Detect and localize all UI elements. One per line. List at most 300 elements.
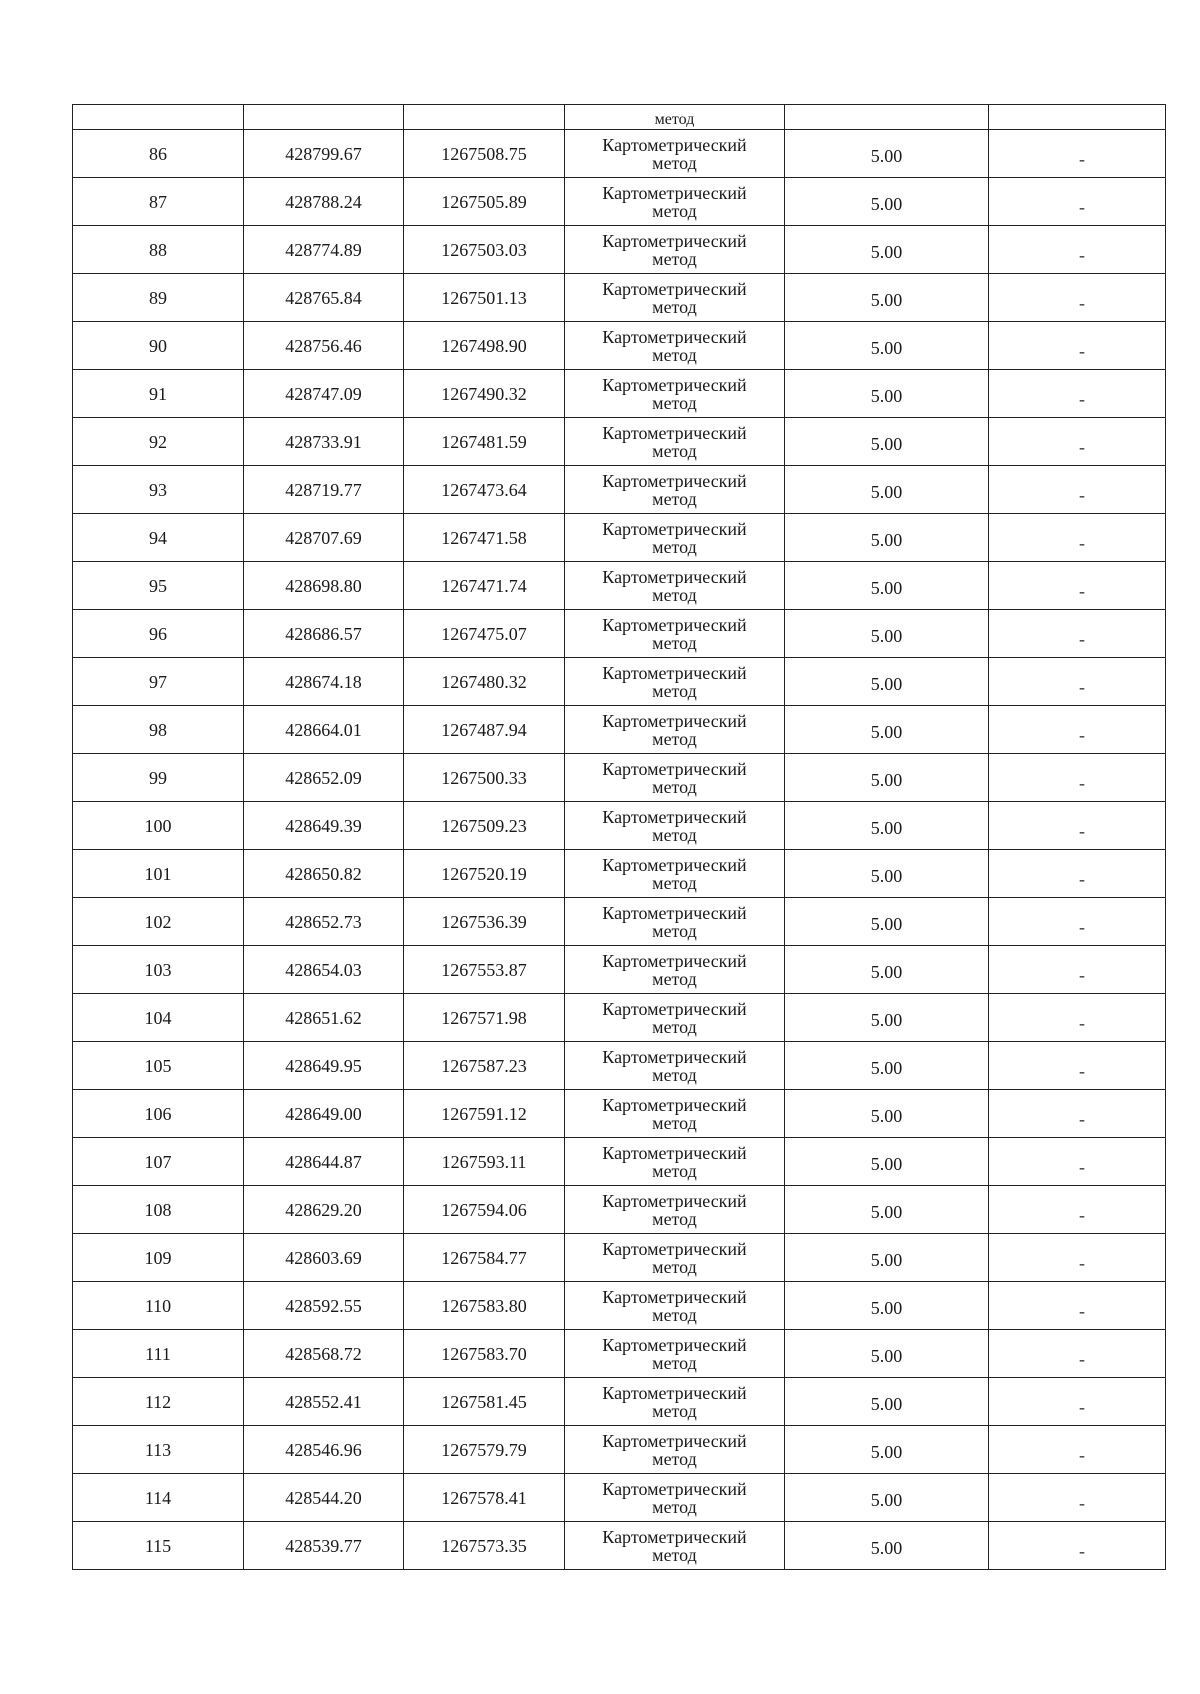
- cell-y: 1267573.35: [404, 1522, 565, 1570]
- method-line-2: метод: [652, 776, 697, 797]
- method-line-2: метод: [652, 152, 697, 173]
- cell-method: [565, 1282, 785, 1330]
- cell-note: [989, 514, 1166, 562]
- cell-method: [565, 850, 785, 898]
- method-line-1: Картометрический: [602, 1382, 747, 1403]
- cell-x: 428654.03: [244, 946, 404, 994]
- cell-method: [565, 1138, 785, 1186]
- cell-note: [989, 1378, 1166, 1426]
- method-line-2: метод: [652, 1016, 697, 1037]
- method-line-2: метод: [652, 1160, 697, 1181]
- cell-point-number: 110: [73, 1282, 244, 1330]
- cell-note: [989, 706, 1166, 754]
- cell-x: 428651.62: [244, 994, 404, 1042]
- accuracy-value: 5.00: [870, 1057, 903, 1078]
- method-line-2: метод: [652, 200, 697, 221]
- cell-point-number: 104: [73, 994, 244, 1042]
- cell-y: 1267475.07: [404, 610, 565, 658]
- cell-x: 428544.20: [244, 1474, 404, 1522]
- cell-y: 1267587.23: [404, 1042, 565, 1090]
- method-line-1: Картометрический: [602, 278, 747, 299]
- cell-x: 428629.20: [244, 1186, 404, 1234]
- note-value: -: [1079, 772, 1085, 793]
- cell-point-number: 98: [73, 706, 244, 754]
- cell-point-number: 111: [73, 1330, 244, 1378]
- cell-y: 1267500.33: [404, 754, 565, 802]
- cell-accuracy: [785, 898, 989, 946]
- cell-accuracy: [785, 226, 989, 274]
- cell-accuracy: [785, 105, 989, 130]
- accuracy-value: 5.00: [870, 1201, 903, 1222]
- cell-point-number: 102: [73, 898, 244, 946]
- cell-note: [989, 105, 1166, 130]
- cell-accuracy: [785, 466, 989, 514]
- cell-method: [565, 1426, 785, 1474]
- cell-x: 428546.96: [244, 1426, 404, 1474]
- table-row: [73, 658, 1166, 706]
- cell-point-number: 90: [73, 322, 244, 370]
- cell-x: 428756.46: [244, 322, 404, 370]
- table-row: [73, 1282, 1166, 1330]
- cell-accuracy: [785, 610, 989, 658]
- method-line-1: Картометрический: [602, 182, 747, 203]
- table-row: [73, 994, 1166, 1042]
- cell-accuracy: [785, 1330, 989, 1378]
- note-value: -: [1079, 436, 1085, 457]
- method-line-2: метод: [652, 392, 697, 413]
- cell-accuracy: [785, 370, 989, 418]
- cell-note: [989, 1474, 1166, 1522]
- cell-y: 1267473.64: [404, 466, 565, 514]
- cell-x: 428664.01: [244, 706, 404, 754]
- cell-accuracy: [785, 1282, 989, 1330]
- method-line-2: метод: [652, 440, 697, 461]
- cell-method: [565, 1090, 785, 1138]
- method-line-1: Картометрический: [602, 950, 747, 971]
- cell-x: 428650.82: [244, 850, 404, 898]
- cell-note: [989, 418, 1166, 466]
- cell-y: 1267509.23: [404, 802, 565, 850]
- table-row: [73, 562, 1166, 610]
- cell-point-number: 92: [73, 418, 244, 466]
- cell-method: [565, 1330, 785, 1378]
- method-line-2: метод: [652, 1112, 697, 1133]
- cell-accuracy: [785, 1234, 989, 1282]
- cell-note: [989, 178, 1166, 226]
- method-line-1: Картометрический: [602, 1526, 747, 1547]
- cell-method: [565, 418, 785, 466]
- cell-y: 1267505.89: [404, 178, 565, 226]
- cell-point-number: 93: [73, 466, 244, 514]
- cell-accuracy: [785, 946, 989, 994]
- method-line-1: Картометрический: [602, 374, 747, 395]
- cell-accuracy: [785, 130, 989, 178]
- cell-method: [565, 1234, 785, 1282]
- method-line-2: метод: [652, 1496, 697, 1517]
- cell-note: [989, 322, 1166, 370]
- cell-point-number: 101: [73, 850, 244, 898]
- table-row: [73, 898, 1166, 946]
- table-row: [73, 178, 1166, 226]
- method-line-2: метод: [652, 1208, 697, 1229]
- cell-point-number: 87: [73, 178, 244, 226]
- method-line-2: метод: [652, 728, 697, 749]
- cell-y: 1267579.79: [404, 1426, 565, 1474]
- method-line-1: Картометрический: [602, 1238, 747, 1259]
- cell-point-number: 105: [73, 1042, 244, 1090]
- accuracy-value: 5.00: [870, 529, 903, 550]
- accuracy-value: 5.00: [870, 913, 903, 934]
- cell-x: 428568.72: [244, 1330, 404, 1378]
- table-row: [73, 610, 1166, 658]
- cell-x: 428698.80: [244, 562, 404, 610]
- cell-accuracy: [785, 418, 989, 466]
- method-line-2: метод: [652, 344, 697, 365]
- cell-x: 428649.39: [244, 802, 404, 850]
- cell-x: 428649.00: [244, 1090, 404, 1138]
- note-value: -: [1079, 1540, 1085, 1561]
- note-value: -: [1079, 484, 1085, 505]
- table-row: [73, 1426, 1166, 1474]
- cell-accuracy: [785, 1042, 989, 1090]
- accuracy-value: 5.00: [870, 337, 903, 358]
- note-value: -: [1079, 916, 1085, 937]
- cell-method: [565, 754, 785, 802]
- note-value: -: [1079, 676, 1085, 697]
- method-line-2: метод: [652, 1304, 697, 1325]
- note-value: -: [1079, 1300, 1085, 1321]
- cell-accuracy: [785, 322, 989, 370]
- table-row: [73, 370, 1166, 418]
- cell-x: 428788.24: [244, 178, 404, 226]
- cell-method: [565, 322, 785, 370]
- method-line-2: метод: [652, 1352, 697, 1373]
- table-row: [73, 274, 1166, 322]
- cell-note: [989, 946, 1166, 994]
- cell-x: 428644.87: [244, 1138, 404, 1186]
- note-value: -: [1079, 244, 1085, 265]
- method-line-2: метод: [652, 584, 697, 605]
- cell-x: 428747.09: [244, 370, 404, 418]
- table-row: [73, 1330, 1166, 1378]
- table-row: [73, 754, 1166, 802]
- cell-note: [989, 1042, 1166, 1090]
- cell-x: 428799.67: [244, 130, 404, 178]
- cell-note: [989, 658, 1166, 706]
- note-value: -: [1079, 1108, 1085, 1129]
- table-row: [73, 322, 1166, 370]
- cell-note: [989, 274, 1166, 322]
- cell-x: 428774.89: [244, 226, 404, 274]
- cell-x: 428592.55: [244, 1282, 404, 1330]
- cell-accuracy: [785, 1474, 989, 1522]
- table-row: [73, 802, 1166, 850]
- cell-method: [565, 946, 785, 994]
- cell-point-number: 107: [73, 1138, 244, 1186]
- cell-method: [565, 994, 785, 1042]
- cell-note: [989, 1522, 1166, 1570]
- table-row: [73, 418, 1166, 466]
- method-line-1: Картометрический: [602, 614, 747, 635]
- accuracy-value: 5.00: [870, 961, 903, 982]
- accuracy-value: 5.00: [870, 1153, 903, 1174]
- method-line-1: Картометрический: [602, 662, 747, 683]
- note-value: -: [1079, 580, 1085, 601]
- cell-method: [565, 1474, 785, 1522]
- cell-point-number: 86: [73, 130, 244, 178]
- cell-accuracy: [785, 562, 989, 610]
- cell-accuracy: [785, 514, 989, 562]
- cell-y: 1267571.98: [404, 994, 565, 1042]
- cell-point-number: 88: [73, 226, 244, 274]
- accuracy-value: 5.00: [870, 385, 903, 406]
- cell-note: [989, 1330, 1166, 1378]
- table-row: [73, 1378, 1166, 1426]
- method-line-1: Картометрический: [602, 758, 747, 779]
- table-row: [73, 1522, 1166, 1570]
- note-value: -: [1079, 1060, 1085, 1081]
- method-line-1: Картометрический: [602, 902, 747, 923]
- accuracy-value: 5.00: [870, 1297, 903, 1318]
- cell-note: [989, 466, 1166, 514]
- cell-note: [989, 754, 1166, 802]
- note-value: -: [1079, 1204, 1085, 1225]
- method-line-1: Картометрический: [602, 710, 747, 731]
- method-line-1: Картометрический: [602, 1478, 747, 1499]
- cell-point-number: 112: [73, 1378, 244, 1426]
- cell-accuracy: [785, 994, 989, 1042]
- method-line-1: Картометрический: [602, 470, 747, 491]
- table-row: [73, 706, 1166, 754]
- cell-accuracy: [785, 1090, 989, 1138]
- cell-x: 428674.18: [244, 658, 404, 706]
- cell-point-number: 103: [73, 946, 244, 994]
- cell-method: [565, 658, 785, 706]
- table-row: [73, 1138, 1166, 1186]
- note-value: -: [1079, 820, 1085, 841]
- cell-x: 428652.73: [244, 898, 404, 946]
- method-line-1: Картометрический: [602, 806, 747, 827]
- cell-method: [565, 1378, 785, 1426]
- cell-y: 1267594.06: [404, 1186, 565, 1234]
- cell-point-number: 115: [73, 1522, 244, 1570]
- cell-method: [565, 1522, 785, 1570]
- note-value: -: [1079, 724, 1085, 745]
- cell-y: 1267471.58: [404, 514, 565, 562]
- cell-accuracy: [785, 802, 989, 850]
- cell-y: 1267593.11: [404, 1138, 565, 1186]
- method-line-1: Картометрический: [602, 998, 747, 1019]
- method-line-2: метод: [652, 968, 697, 989]
- cell-note: [989, 1426, 1166, 1474]
- cell-x: 428719.77: [244, 466, 404, 514]
- note-value: -: [1079, 1396, 1085, 1417]
- table-row: [73, 514, 1166, 562]
- cell-x: 428707.69: [244, 514, 404, 562]
- table-row: [73, 466, 1166, 514]
- accuracy-value: 5.00: [870, 673, 903, 694]
- cell-method: [565, 802, 785, 850]
- cell-y: 1267591.12: [404, 1090, 565, 1138]
- cell-note: [989, 802, 1166, 850]
- accuracy-value: 5.00: [870, 481, 903, 502]
- cell-point-number: 109: [73, 1234, 244, 1282]
- cell-y: 1267578.41: [404, 1474, 565, 1522]
- accuracy-value: 5.00: [870, 1105, 903, 1126]
- accuracy-value: 5.00: [870, 577, 903, 598]
- cell-x: 428603.69: [244, 1234, 404, 1282]
- cell-note: [989, 562, 1166, 610]
- cell-point-number: 97: [73, 658, 244, 706]
- table-row: [73, 946, 1166, 994]
- accuracy-value: 5.00: [870, 1345, 903, 1366]
- cell-y: 1267503.03: [404, 226, 565, 274]
- accuracy-value: 5.00: [870, 1489, 903, 1510]
- cell-method: [565, 514, 785, 562]
- accuracy-value: 5.00: [870, 1009, 903, 1030]
- cell-point-number: 100: [73, 802, 244, 850]
- cell-note: [989, 370, 1166, 418]
- cell-x: 428765.84: [244, 274, 404, 322]
- cell-accuracy: [785, 1378, 989, 1426]
- table-row: [73, 1042, 1166, 1090]
- cell-accuracy: [785, 658, 989, 706]
- accuracy-value: 5.00: [870, 769, 903, 790]
- cell-point-number: 96: [73, 610, 244, 658]
- cell-accuracy: [785, 1186, 989, 1234]
- table-row: [73, 130, 1166, 178]
- cell-y: 1267471.74: [404, 562, 565, 610]
- method-line-1: Картометрический: [602, 134, 747, 155]
- cell-note: [989, 1282, 1166, 1330]
- note-value: -: [1079, 628, 1085, 649]
- cell-y: 1267583.70: [404, 1330, 565, 1378]
- cell-note: [989, 1090, 1166, 1138]
- note-value: -: [1079, 1252, 1085, 1273]
- cell-accuracy: [785, 1138, 989, 1186]
- table-row: [73, 226, 1166, 274]
- cell-note: [989, 1186, 1166, 1234]
- cell-note: [989, 130, 1166, 178]
- accuracy-value: 5.00: [870, 1393, 903, 1414]
- table-row: [73, 1234, 1166, 1282]
- cell-method: [565, 898, 785, 946]
- cell-accuracy: [785, 754, 989, 802]
- cell-method: [565, 466, 785, 514]
- cell-point-number: 89: [73, 274, 244, 322]
- method-line-2: метод: [652, 920, 697, 941]
- cell-method: метод: [565, 105, 785, 130]
- note-value: -: [1079, 1012, 1085, 1033]
- method-line-1: Картометрический: [602, 1286, 747, 1307]
- cell-method: [565, 562, 785, 610]
- cell-y: 1267520.19: [404, 850, 565, 898]
- coordinates-table-body: [73, 105, 1166, 1570]
- cell-method: [565, 370, 785, 418]
- note-value: -: [1079, 1156, 1085, 1177]
- method-line-2: метод: [652, 632, 697, 653]
- method-line-2: метод: [652, 1400, 697, 1421]
- cell-y: 1267490.32: [404, 370, 565, 418]
- accuracy-value: 5.00: [870, 721, 903, 742]
- table-row: [73, 1186, 1166, 1234]
- cell-y: 1267501.13: [404, 274, 565, 322]
- cell-method: [565, 274, 785, 322]
- note-value: -: [1079, 148, 1085, 169]
- cell-point-number: 113: [73, 1426, 244, 1474]
- method-line-1: Картометрический: [602, 1334, 747, 1355]
- method-line-2: метод: [652, 296, 697, 317]
- table-row: [73, 1090, 1166, 1138]
- cell-y: 1267487.94: [404, 706, 565, 754]
- accuracy-value: 5.00: [870, 625, 903, 646]
- table-row-continued: [73, 105, 1166, 130]
- cell-point-number: 91: [73, 370, 244, 418]
- cell-y: 1267508.75: [404, 130, 565, 178]
- cell-method: [565, 1042, 785, 1090]
- accuracy-value: 5.00: [870, 433, 903, 454]
- note-value: -: [1079, 292, 1085, 313]
- cell-x: [244, 105, 404, 130]
- cell-point-number: 108: [73, 1186, 244, 1234]
- method-line-1: Картометрический: [602, 326, 747, 347]
- cell-method: [565, 706, 785, 754]
- accuracy-value: 5.00: [870, 241, 903, 262]
- cell-accuracy: [785, 178, 989, 226]
- accuracy-value: 5.00: [870, 193, 903, 214]
- cell-point-number: 114: [73, 1474, 244, 1522]
- method-line-2: метод: [652, 872, 697, 893]
- accuracy-value: 5.00: [870, 145, 903, 166]
- method-line-1: Картометрический: [602, 518, 747, 539]
- method-line-2: метод: [652, 1256, 697, 1277]
- method-line-1: Картометрический: [602, 1430, 747, 1451]
- cell-y: 1267498.90: [404, 322, 565, 370]
- note-value: -: [1079, 964, 1085, 985]
- cell-method: [565, 130, 785, 178]
- cell-accuracy: [785, 706, 989, 754]
- cell-x: 428539.77: [244, 1522, 404, 1570]
- cell-method: [565, 178, 785, 226]
- method-line-1: Картометрический: [602, 422, 747, 443]
- note-value: -: [1079, 388, 1085, 409]
- table-row: [73, 1474, 1166, 1522]
- note-value: -: [1079, 1444, 1085, 1465]
- note-value: -: [1079, 1348, 1085, 1369]
- cell-y: 1267536.39: [404, 898, 565, 946]
- cell-method: [565, 1186, 785, 1234]
- method-line-1: Картометрический: [602, 1094, 747, 1115]
- cell-x: 428652.09: [244, 754, 404, 802]
- method-line-2: метод: [652, 488, 697, 509]
- accuracy-value: 5.00: [870, 817, 903, 838]
- note-value: -: [1079, 532, 1085, 553]
- note-value: -: [1079, 340, 1085, 361]
- method-line-2: метод: [652, 536, 697, 557]
- method-line-1: Картометрический: [602, 1190, 747, 1211]
- note-value: -: [1079, 1492, 1085, 1513]
- cell-note: [989, 1138, 1166, 1186]
- cell-y: 1267581.45: [404, 1378, 565, 1426]
- cell-point-number: [73, 105, 244, 130]
- cell-y: 1267480.32: [404, 658, 565, 706]
- method-line-1: Картометрический: [602, 854, 747, 875]
- cell-method: [565, 226, 785, 274]
- cell-point-number: 99: [73, 754, 244, 802]
- method-line-1: Картометрический: [602, 1142, 747, 1163]
- accuracy-value: 5.00: [870, 1441, 903, 1462]
- cell-point-number: 106: [73, 1090, 244, 1138]
